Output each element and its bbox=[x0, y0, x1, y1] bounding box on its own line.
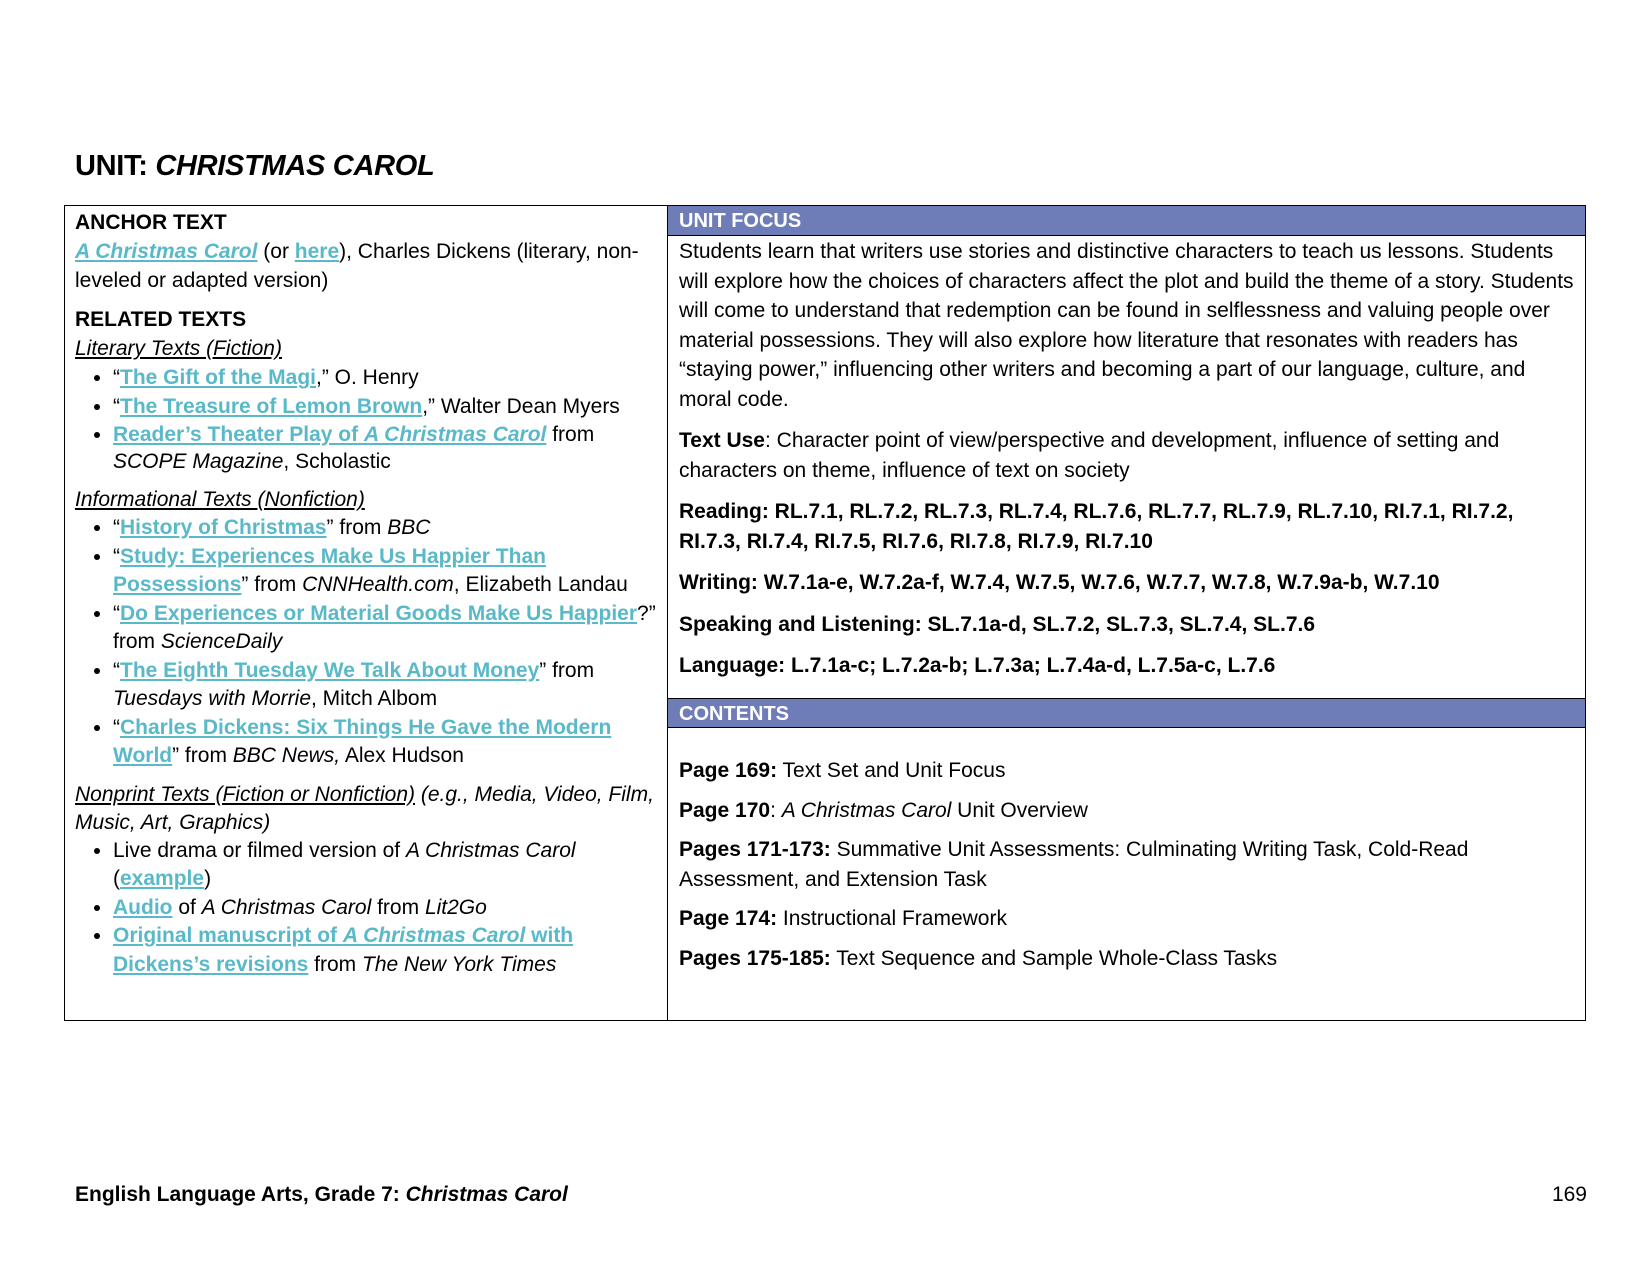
contents-item-text: Text Set and Unit Focus bbox=[777, 759, 1006, 782]
list-item bbox=[113, 600, 657, 657]
literary-texts-list bbox=[75, 363, 657, 475]
informational-texts-heading: Informational Texts (Nonfiction) bbox=[75, 488, 365, 511]
list-item bbox=[113, 392, 657, 421]
item-text: ) bbox=[204, 867, 212, 890]
link-example[interactable]: example bbox=[120, 867, 205, 890]
anchor-text-part: (or bbox=[257, 240, 295, 263]
nonprint-texts-list bbox=[75, 837, 657, 980]
quote-mark: “ bbox=[113, 544, 120, 568]
item-text: ,” O. Henry bbox=[315, 366, 419, 389]
item-source: SCOPE Magazine bbox=[113, 450, 284, 473]
item-text: Live drama or filmed version of bbox=[113, 838, 406, 862]
contents-item bbox=[679, 756, 1574, 786]
list-item bbox=[113, 543, 657, 600]
item-title: A Christmas Carol bbox=[201, 895, 372, 919]
unit-focus-pane bbox=[668, 236, 1585, 698]
contents-item-text: : bbox=[770, 798, 782, 822]
anchor-text-part: ), Charles Dickens (literary, non-leveled or adapted version) bbox=[75, 240, 639, 292]
quote-mark: “ bbox=[113, 715, 120, 739]
literary-texts-heading: Literary Texts (Fiction) bbox=[75, 337, 282, 360]
item-text: of bbox=[172, 895, 202, 919]
contents-item-text: Summative Unit Assessments: Culminating Writing Task, Cold-Read Assessment, and Extension Task bbox=[679, 838, 1469, 891]
text-set-table bbox=[64, 205, 1586, 1021]
link-text-italic: A Christmas Carol bbox=[363, 423, 547, 446]
quote-mark: “ bbox=[113, 658, 120, 682]
list-item bbox=[113, 714, 657, 771]
contents-header: CONTENTS bbox=[668, 698, 1585, 728]
text-use-value: : Character point of view/perspective and development, influence of setting and characters on theme, influence of text on society bbox=[679, 429, 1500, 482]
list-item bbox=[113, 894, 657, 923]
speaking-standards bbox=[679, 610, 1574, 640]
unit-focus-header: UNIT FOCUS bbox=[668, 206, 1585, 236]
item-source: Lit2Go bbox=[424, 895, 487, 919]
contents-item-text: Instructional Framework bbox=[777, 907, 1007, 930]
language-standards bbox=[679, 651, 1574, 681]
item-source: ScienceDaily bbox=[160, 630, 283, 653]
list-item bbox=[113, 514, 657, 543]
link-dickens-six-things[interactable]: Charles Dickens: Six Things He Gave the Modern World bbox=[113, 715, 612, 767]
anchor-link-christmas-carol[interactable]: A Christmas Carol bbox=[75, 240, 258, 263]
speaking-value: SL.7.1a-d, SL.7.2, SL.7.3, SL.7.4, SL.7.6 bbox=[927, 612, 1316, 636]
item-text: ( bbox=[113, 867, 120, 890]
page-title bbox=[75, 150, 434, 183]
link-text-italic: A Christmas Carol bbox=[342, 924, 526, 947]
link-readers-theater[interactable] bbox=[113, 423, 546, 446]
footer-prefix: English Language Arts, Grade 7: bbox=[75, 1183, 406, 1206]
link-text: with Dickens’s revisions bbox=[113, 924, 574, 976]
list-item bbox=[113, 657, 657, 714]
nonprint-heading-note: (e.g., Media, Video, Film, Music, Art, Graphics) bbox=[75, 782, 654, 834]
writing-label: Writing: bbox=[679, 571, 764, 594]
link-treasure-of-lemon-brown[interactable]: The Treasure of Lemon Brown bbox=[120, 395, 423, 418]
quote-mark: “ bbox=[113, 366, 120, 389]
contents-pane bbox=[668, 728, 1585, 973]
item-source: The New York Times bbox=[362, 952, 557, 976]
text-use-label: Text Use bbox=[679, 429, 765, 452]
item-source: BBC bbox=[387, 516, 431, 539]
contents-item-label: Pages 171-173: bbox=[679, 838, 831, 861]
contents-item-label: Pages 175-185: bbox=[679, 946, 831, 970]
nonprint-heading-text: Nonprint Texts (Fiction or Nonfiction) bbox=[75, 782, 416, 806]
quote-mark: “ bbox=[113, 516, 120, 539]
item-text: ?” from bbox=[113, 601, 656, 653]
contents-item-text: Text Sequence and Sample Whole-Class Tasks bbox=[830, 946, 1278, 970]
list-item bbox=[113, 837, 657, 894]
title-unit-name: CHRISTMAS CAROL bbox=[155, 150, 435, 182]
contents-item bbox=[679, 835, 1574, 894]
anchor-text-entry bbox=[75, 237, 657, 295]
item-text: from bbox=[308, 952, 362, 976]
unit-focus-intro: Students learn that writers use stories and distinctive characters to teach us lessons. Students will explore how the choices of characters affect the plot and build the theme of a story. Students will come to understand that redemption can be found in selflessness and valuing people over material possessions. They will also explore how literature that resonates with readers has “staying power,” influencing other writers and becoming a part of our language, culture, and moral code. bbox=[679, 240, 1574, 411]
item-text: ” from bbox=[326, 516, 388, 539]
item-text: Alex Hudson bbox=[340, 744, 464, 767]
list-item bbox=[113, 922, 657, 979]
texts-column bbox=[65, 206, 668, 1020]
link-text: Original manuscript of bbox=[113, 924, 343, 947]
reading-label: Reading: bbox=[679, 500, 775, 523]
contents-item-label: Page 170 bbox=[679, 798, 771, 822]
item-source: Tuesdays with Morrie bbox=[113, 687, 312, 710]
list-item bbox=[113, 363, 657, 392]
title-prefix: UNIT: bbox=[75, 150, 156, 182]
footer-unit-name: Christmas Carol bbox=[405, 1183, 568, 1206]
link-gift-of-the-magi[interactable]: The Gift of the Magi bbox=[120, 366, 316, 389]
contents-item bbox=[679, 904, 1574, 934]
focus-column bbox=[668, 206, 1585, 1020]
item-title: A Christmas Carol bbox=[405, 838, 576, 862]
anchor-link-here[interactable]: here bbox=[294, 240, 340, 263]
writing-value: W.7.1a-e, W.7.2a-f, W.7.4, W.7.5, W.7.6, W.7.7, W.7.8, W.7.9a-b, W.7.10 bbox=[763, 571, 1440, 594]
speaking-label: Speaking and Listening: bbox=[679, 612, 928, 636]
item-text: ” from bbox=[241, 573, 303, 596]
text-use bbox=[679, 426, 1574, 485]
reading-value: RL.7.1, RL.7.2, RL.7.3, RL.7.4, RL.7.6, RL.7.7, RL.7.9, RL.7.10, RI.7.1, RI.7.2, RI.7.3, RI.7.4, RI.7.5, RI.7.6, RI.7.8, RI.7.9, RI.7.10 bbox=[679, 500, 1514, 553]
nonprint-texts-heading bbox=[75, 781, 657, 837]
item-source: BBC News, bbox=[232, 744, 341, 767]
link-audio[interactable]: Audio bbox=[113, 895, 173, 919]
item-text: ,” Walter Dean Myers bbox=[422, 395, 620, 418]
contents-item bbox=[679, 944, 1574, 974]
writing-standards bbox=[679, 568, 1574, 598]
item-source: CNNHealth.com bbox=[302, 573, 454, 596]
item-text: , Mitch Albom bbox=[311, 687, 438, 710]
list-item bbox=[113, 421, 657, 475]
link-text: Reader’s Theater Play of bbox=[113, 423, 364, 446]
item-text: from bbox=[546, 423, 595, 446]
link-experiences-happier[interactable]: Study: Experiences Make Us Happier Than Possessions bbox=[113, 544, 546, 596]
contents-item bbox=[679, 796, 1574, 826]
language-value: L.7.1a-c; L.7.2a-b; L.7.3a; L.7.4a-d, L.7.5a-c, L.7.6 bbox=[791, 654, 1276, 677]
item-text: , Elizabeth Landau bbox=[453, 573, 628, 596]
link-history-of-christmas[interactable]: History of Christmas bbox=[120, 516, 327, 539]
footer-title bbox=[75, 1183, 568, 1207]
contents-item-label: Page 174: bbox=[679, 907, 778, 930]
item-text: ” from bbox=[172, 744, 233, 767]
contents-item-text: Unit Overview bbox=[951, 798, 1088, 822]
link-experiences-material-goods[interactable]: Do Experiences or Material Goods Make Us Happier bbox=[120, 601, 638, 625]
item-text: , Scholastic bbox=[283, 450, 391, 473]
page-number: 169 bbox=[1551, 1183, 1587, 1206]
reading-standards bbox=[679, 497, 1574, 556]
language-label: Language: bbox=[679, 654, 792, 677]
contents-item-label: Page 169: bbox=[679, 759, 778, 782]
link-eighth-tuesday[interactable]: The Eighth Tuesday We Talk About Money bbox=[120, 658, 540, 682]
item-text: from bbox=[371, 895, 425, 919]
anchor-text-heading: ANCHOR TEXT bbox=[75, 211, 227, 234]
related-texts-heading: RELATED TEXTS bbox=[75, 308, 247, 331]
contents-item-title: A Christmas Carol bbox=[781, 798, 952, 822]
item-text: ” from bbox=[539, 658, 595, 682]
informational-texts-list bbox=[75, 514, 657, 771]
quote-mark: “ bbox=[113, 395, 120, 418]
quote-mark: “ bbox=[113, 601, 120, 625]
